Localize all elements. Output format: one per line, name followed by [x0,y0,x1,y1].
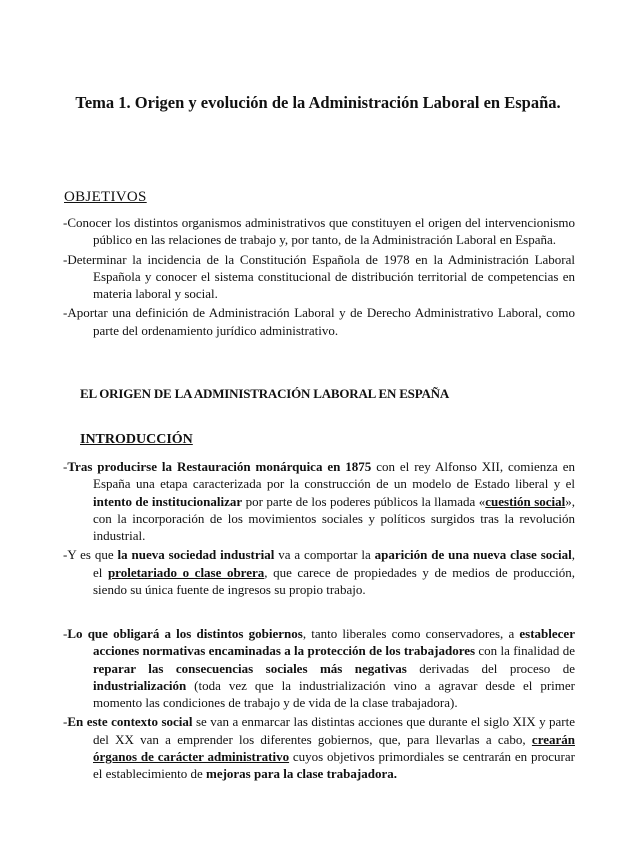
paragraph-3: -Lo que obligará a los distintos gobiernos, tanto liberales como conservadores, a establecer acciones normativas encaminadas a la protección de los trabajadores con la finalidad de reparar las consecuencias sociales más negativas derivadas del proceso de industrialización (toda vez que la industrialización vino a agravar desde el primer momento las condiciones de trabajo y de vida de la clase trabajadora). [63,626,576,711]
section-heading: EL ORIGEN DE LA ADMINISTRACIÓN LABORAL EN ESPAÑA [80,386,450,401]
objetivo-item: -Determinar la incidencia de la Constitución Española de 1978 en la Administración Laboral Española y conocer el sistema constitucional de distribución territorial de competencias en materia laboral y social. [63,251,575,302]
objetivos-heading: OBJETIVOS [64,189,147,205]
objetivo-item: -Aportar una definición de Administración Laboral y de Derecho Administrativo Laboral, como parte del ordenamiento jurídico administrativo. [63,305,575,338]
intro-paragraphs-top [63,458,575,598]
objetivo-item: -Conocer los distintos organismos administrativos que constituyen el origen del intervencionismo público en las relaciones de trabajo y, por tanto, de la Administración Laboral en España. [63,215,575,248]
document-title: Tema 1. Origen y evolución de la Administración Laboral en España. [75,93,561,112]
objetivos-list [63,214,575,339]
paragraph-4: -En este contexto social se van a enmarcar las distintas acciones que durante el siglo XIX y parte del XX van a emprender los diferentes gobiernos, que, para llevarlas a cabo, crearán órganos de carácter administrativo cuyos objetivos primordiales se centrarán en procurar el establecimiento de mejoras para la clase trabajadora. [63,714,576,782]
intro-paragraphs-bottom [63,625,575,783]
paragraph-1: -Tras producirse la Restauración monárquica en 1875 con el rey Alfonso XII, comienza en España una etapa caracterizada por la construcción de un modelo de Estado liberal y el intento de institucionalizar por parte de los poderes públicos la llamada «cuestión social», con la incorporación de los movimientos sociales y políticos surgidos tras la revolución industrial. [63,459,575,544]
intro-heading: INTRODUCCIÓN [80,432,193,447]
paragraph-2: -Y es que la nueva sociedad industrial va a comportar la aparición de una nueva clase social, el proletariado o clase obrera, que carece de propiedades y de medios de producción, siendo su única fuente de ingresos su propio trabajo. [63,547,575,598]
